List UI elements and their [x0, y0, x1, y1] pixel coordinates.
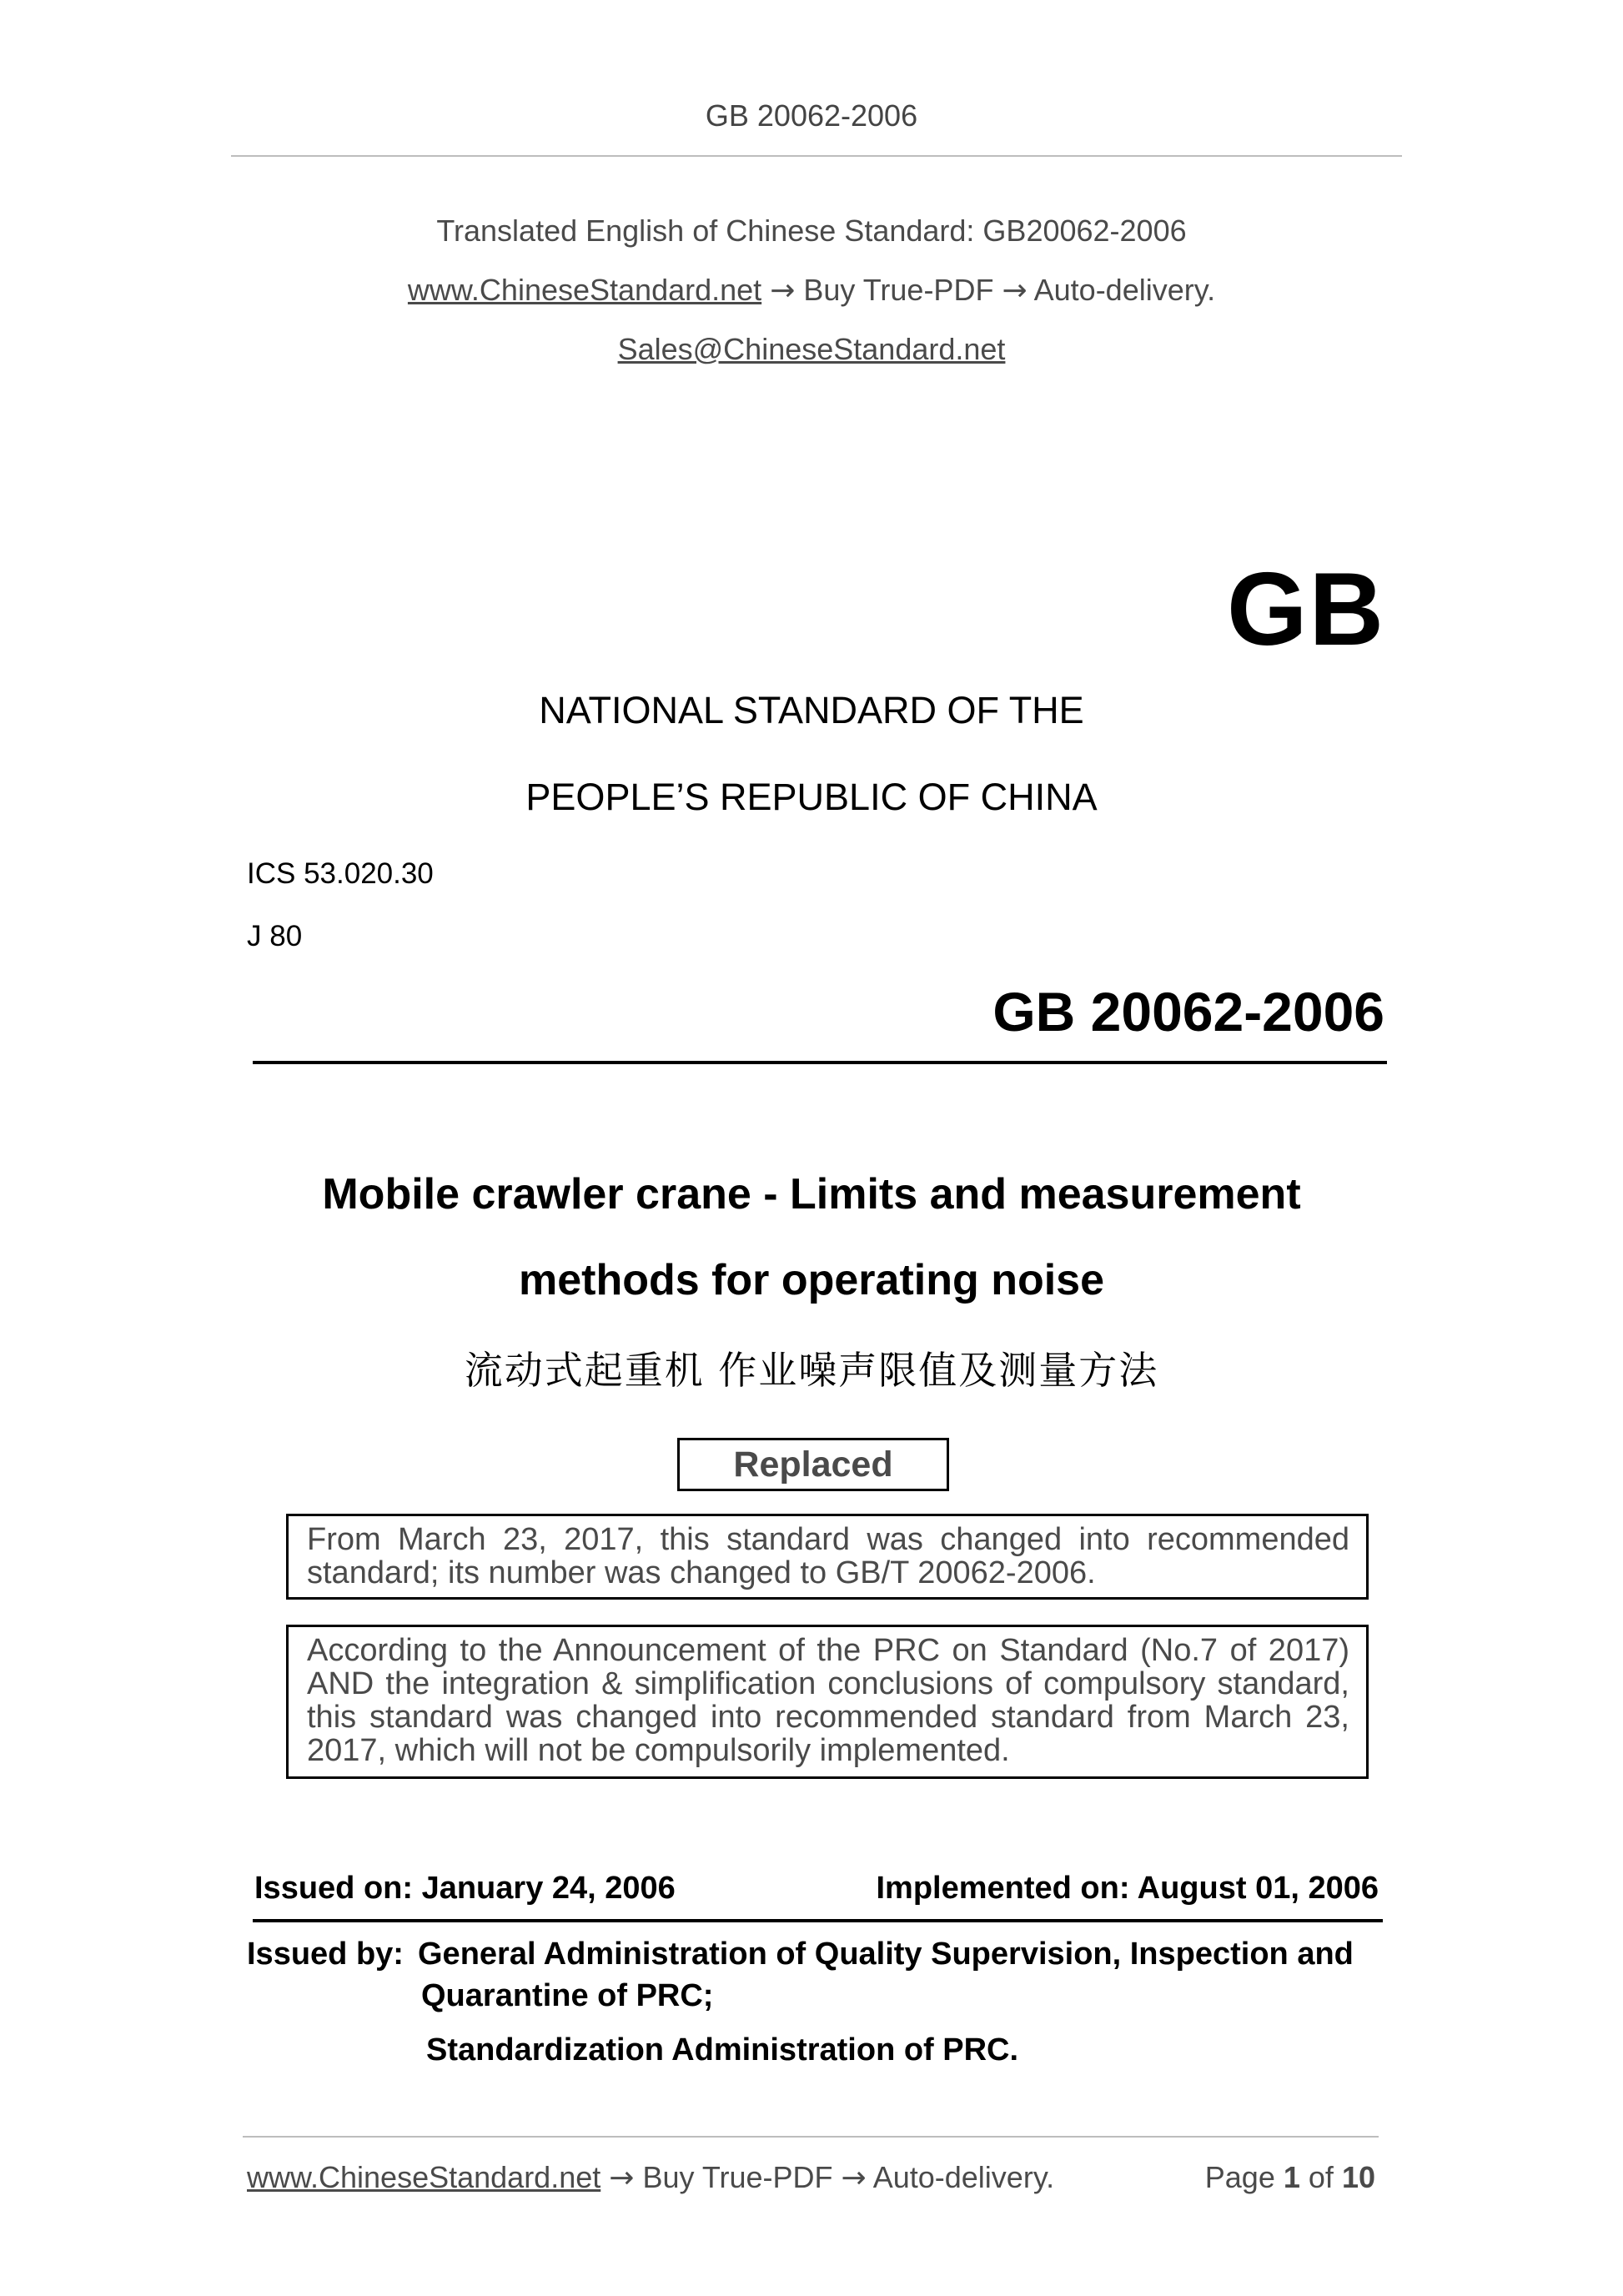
- header-buy-text: Buy True-PDF: [803, 273, 994, 307]
- page-number: 1: [1283, 2160, 1300, 2194]
- arrow-right-icon: →: [841, 2161, 867, 2195]
- page-label: Page: [1204, 2160, 1275, 2194]
- issued-by-label: Issued by:: [247, 1937, 404, 1972]
- sales-email-link[interactable]: Sales@ChineseStandard.net: [617, 332, 1006, 366]
- status-badge: Replaced: [677, 1438, 949, 1491]
- title-english-line-1: Mobile crawler crane - Limits and measurement: [322, 1170, 1301, 1218]
- notice-recommended-change: From March 23, 2017, this standard was changed into recommended standard; its number was changed to GB/T 20062-2006.: [286, 1514, 1369, 1600]
- header-delivery-text: Auto-delivery.: [1033, 273, 1216, 307]
- header-divider: [231, 155, 1402, 157]
- issued-on-date: Issued on: January 24, 2006: [254, 1871, 676, 1906]
- issuer-1-line-1: General Administration of Quality Supervision, Inspection and: [418, 1937, 1354, 1972]
- issuer-2: Standardization Administration of PRC.: [426, 2032, 1019, 2067]
- header-promo-line: [0, 273, 1623, 308]
- sales-line: [0, 332, 1623, 367]
- footer-promo-line: [247, 2160, 1054, 2195]
- footer-buy-text: Buy True-PDF: [642, 2160, 833, 2194]
- footer-site-link[interactable]: www.ChineseStandard.net: [247, 2160, 601, 2194]
- ccs-code: J 80: [247, 920, 303, 952]
- title-english-line-2: methods for operating noise: [518, 1256, 1105, 1304]
- notice-announcement: According to the Announcement of the PRC on Standard (No.7 of 2017) AND the integration & simplification conclusions of compulsory standard, this standard was changed into recommended standard from March 23, 2017, which will not be compulsorily implemented.: [286, 1625, 1369, 1779]
- footer-delivery-text: Auto-delivery.: [872, 2160, 1055, 2194]
- arrow-right-icon: →: [609, 2161, 635, 2195]
- running-header-title: GB 20062-2006: [705, 98, 918, 133]
- header-site-link[interactable]: www.ChineseStandard.net: [407, 273, 762, 307]
- gb-logo: GB: [1227, 552, 1385, 667]
- title-chinese: 流动式起重机 作业噪声限值及测量方法: [464, 1348, 1159, 1393]
- national-standard-line-2: PEOPLE’S REPUBLIC OF CHINA: [525, 776, 1098, 818]
- arrow-right-icon: →: [770, 274, 796, 308]
- dates-rule: [253, 1919, 1383, 1922]
- translated-notice: Translated English of Chinese Standard: GB20062-2006: [436, 214, 1187, 248]
- implemented-on-date: Implemented on: August 01, 2006: [876, 1871, 1379, 1906]
- national-standard-line-1: NATIONAL STANDARD OF THE: [539, 689, 1084, 731]
- standard-number: GB 20062-2006: [992, 981, 1384, 1042]
- page-total: 10: [1341, 2160, 1375, 2194]
- page-indicator: [1205, 2160, 1375, 2195]
- arrow-right-icon: →: [1002, 274, 1028, 308]
- issuer-1-line-2: Quarantine of PRC;: [421, 1978, 714, 2013]
- standard-number-rule: [253, 1061, 1387, 1064]
- footer-divider: [243, 2136, 1379, 2138]
- ics-code: ICS 53.020.30: [247, 857, 434, 890]
- of-label: of: [1308, 2160, 1334, 2194]
